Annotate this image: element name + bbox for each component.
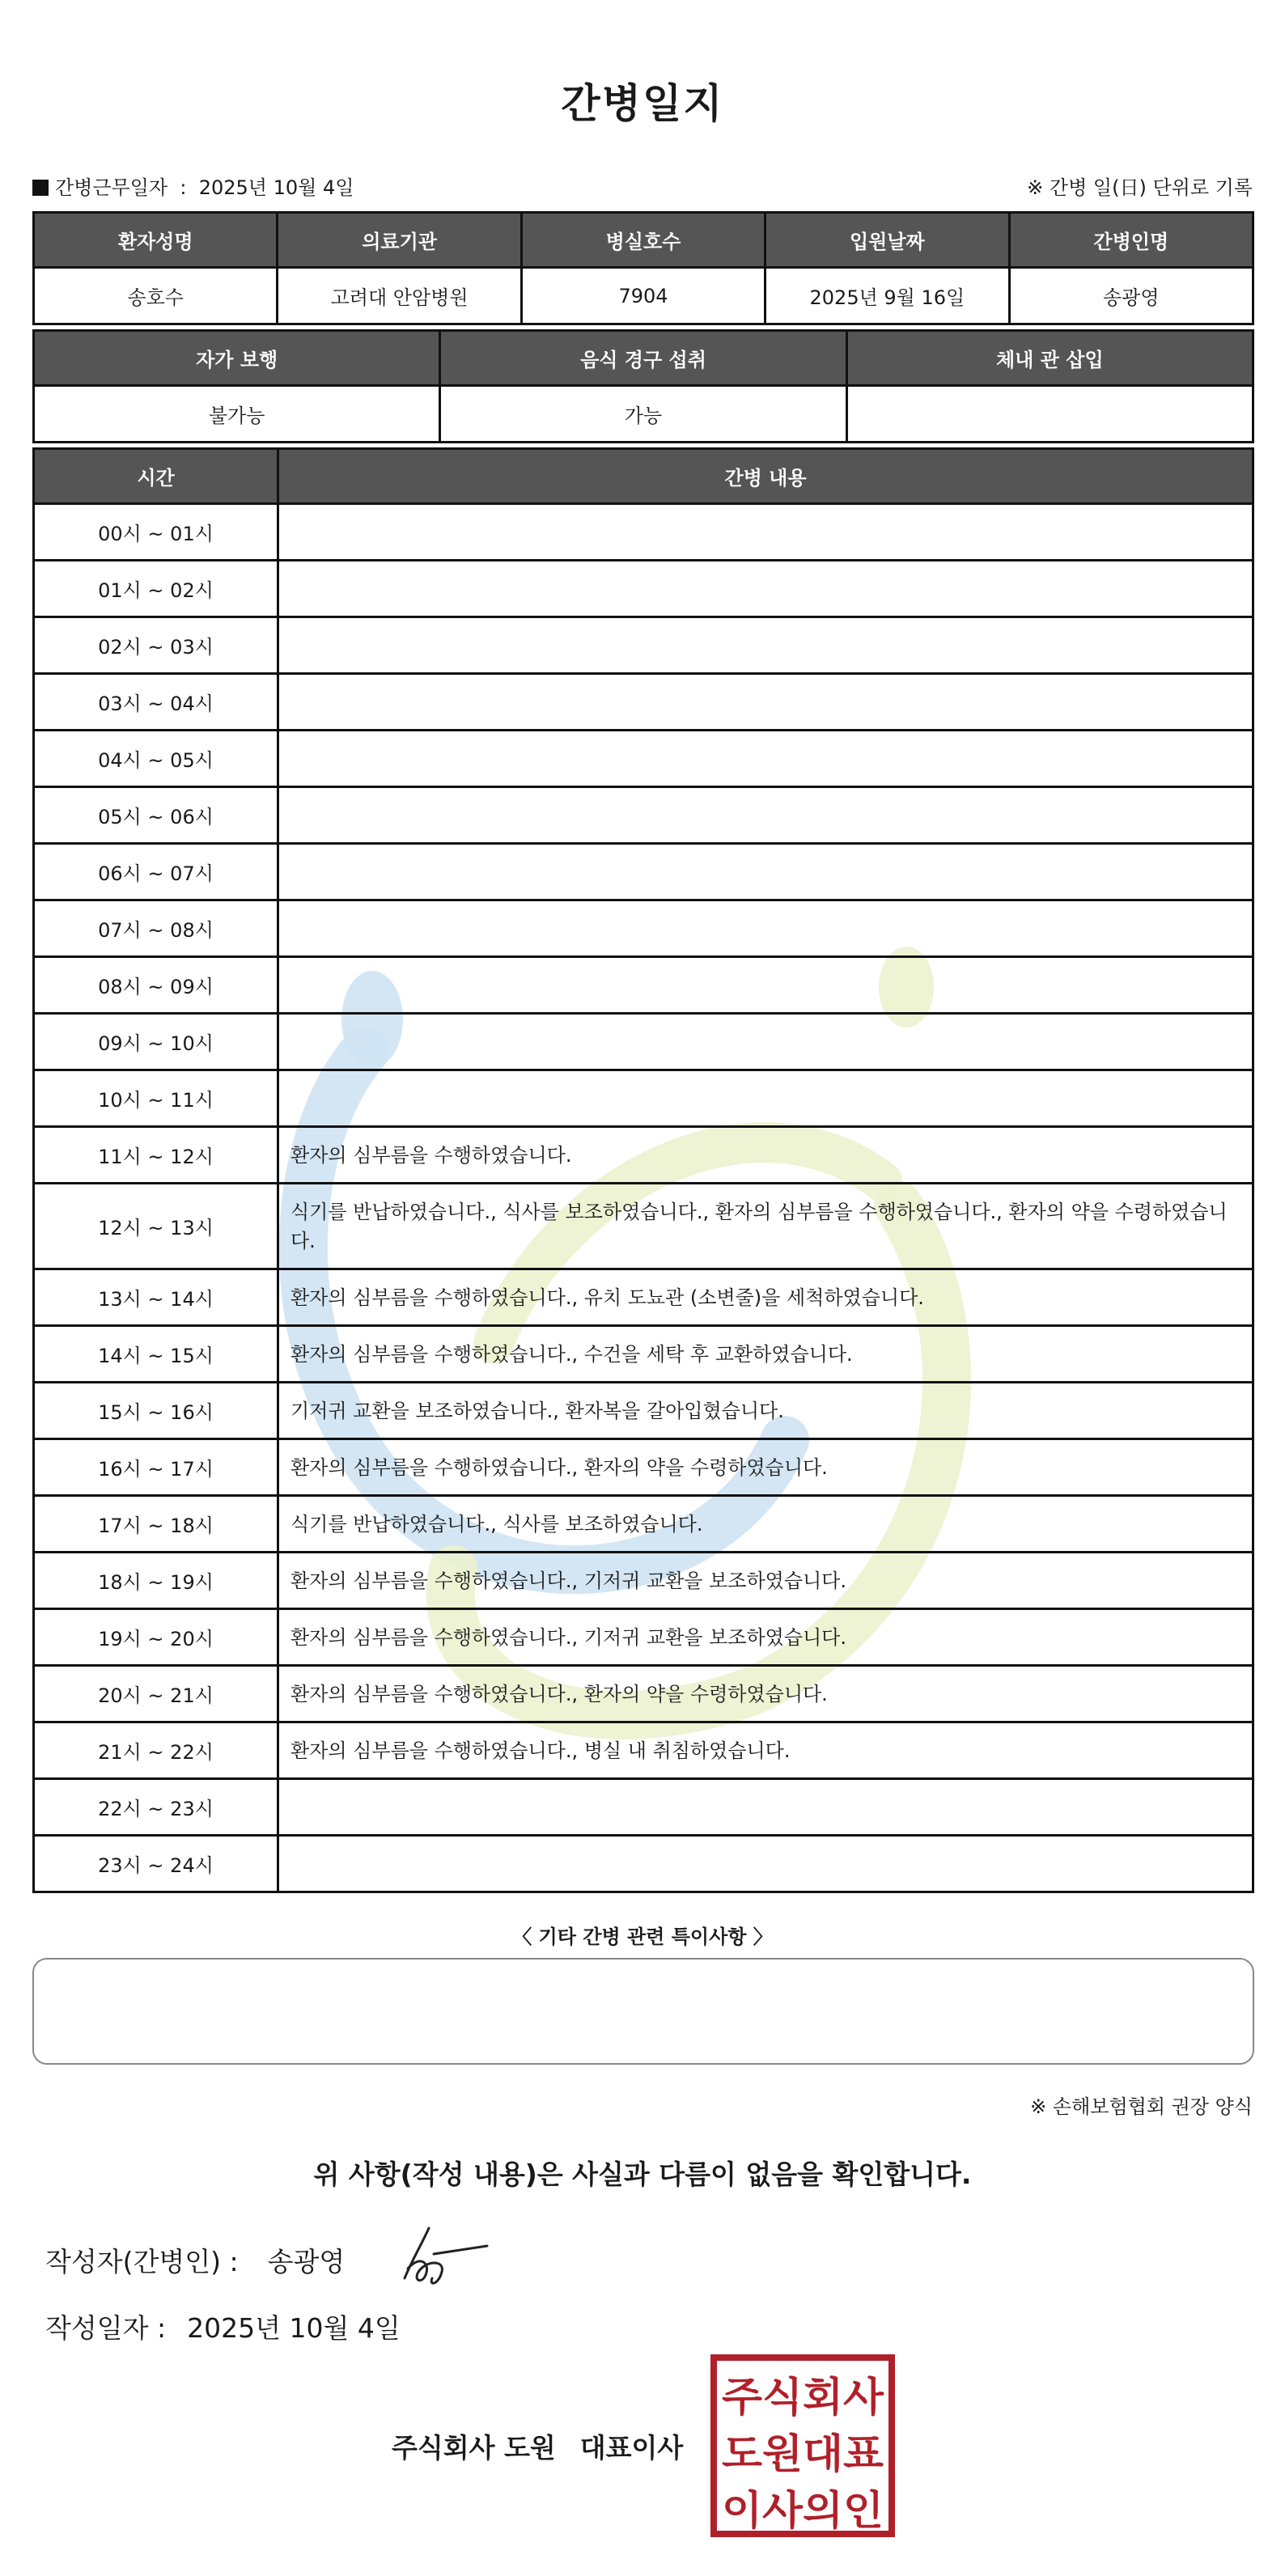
header-care-content: 간병 내용 xyxy=(278,449,1253,504)
log-row xyxy=(34,731,1253,787)
oral-intake-status: 가능 xyxy=(440,386,846,443)
log-content xyxy=(278,1779,1253,1836)
log-content: 환자의 심부름을 수행하였습니다., 병실 내 취침하였습니다. xyxy=(278,1722,1253,1779)
log-row xyxy=(34,1666,1253,1722)
log-time: 23시 ~ 24시 xyxy=(34,1836,278,1892)
log-time: 15시 ~ 16시 xyxy=(34,1383,278,1439)
patient-info-table xyxy=(32,211,1254,325)
room-number: 7904 xyxy=(521,268,765,324)
written-date-line xyxy=(45,2307,401,2345)
log-time: 09시 ~ 10시 xyxy=(34,1014,278,1070)
log-row xyxy=(34,1326,1253,1383)
log-content: 환자의 심부름을 수행하였습니다., 기저귀 교환을 보조하였습니다. xyxy=(278,1553,1253,1609)
log-time: 06시 ~ 07시 xyxy=(34,844,278,900)
written-date-value: 2025년 10월 4일 xyxy=(187,2312,401,2344)
log-row xyxy=(34,1070,1253,1127)
patient-status-table xyxy=(32,329,1254,443)
writer-name: 송광영 xyxy=(267,2246,346,2277)
log-time: 14시 ~ 15시 xyxy=(34,1326,278,1383)
log-row xyxy=(34,1383,1253,1439)
admission-date: 2025년 9월 16일 xyxy=(765,268,1009,324)
log-time: 22시 ~ 23시 xyxy=(34,1779,278,1836)
log-row xyxy=(34,1722,1253,1779)
log-content: 기저귀 교환을 보조하였습니다., 환자복을 갈아입혔습니다. xyxy=(278,1383,1253,1439)
log-row xyxy=(34,1014,1253,1070)
hospital-name: 고려대 안암병원 xyxy=(278,268,521,324)
log-time: 08시 ~ 09시 xyxy=(34,957,278,1014)
tube-insertion-status xyxy=(846,386,1253,443)
log-content: 환자의 심부름을 수행하였습니다., 기저귀 교환을 보조하였습니다. xyxy=(278,1609,1253,1666)
caregiver-name: 송광영 xyxy=(1009,268,1253,324)
walking-status: 불가능 xyxy=(34,386,440,443)
svg-text:이사의인: 이사의인 xyxy=(722,2487,884,2534)
header-caregiver-name: 간병인명 xyxy=(1009,213,1253,268)
work-date-line: 간병근무일자 : 2025년 10월 4일 xyxy=(32,172,354,200)
log-content: 환자의 심부름을 수행하였습니다., 환자의 약을 수령하였습니다. xyxy=(278,1666,1253,1722)
svg-text:주식회사: 주식회사 xyxy=(722,2374,884,2421)
log-row xyxy=(34,1269,1253,1326)
log-row xyxy=(34,674,1253,731)
header-admission-date: 입원날짜 xyxy=(765,213,1009,268)
log-content: 환자의 심부름을 수행하였습니다., 환자의 약을 수령하였습니다. xyxy=(278,1439,1253,1496)
log-time: 11시 ~ 12시 xyxy=(34,1127,278,1184)
writer-label: 작성자(간병인) : xyxy=(45,2246,239,2277)
log-content: 식기를 반납하였습니다., 식사를 보조하였습니다., 환자의 심부름을 수행하였습니다., 환자의 약을 수령하였습니다. xyxy=(278,1184,1253,1269)
log-time: 20시 ~ 21시 xyxy=(34,1666,278,1722)
care-log-table xyxy=(32,447,1254,1893)
log-time: 02시 ~ 03시 xyxy=(34,617,278,674)
work-date-value: 2025년 10월 4일 xyxy=(198,176,354,199)
log-content xyxy=(278,561,1253,617)
log-content xyxy=(278,504,1253,561)
log-content: 환자의 심부름을 수행하였습니다. xyxy=(278,1127,1253,1184)
log-content xyxy=(278,844,1253,900)
log-row xyxy=(34,1127,1253,1184)
writer-line xyxy=(45,2241,345,2279)
log-time: 00시 ~ 01시 xyxy=(34,504,278,561)
log-time: 18시 ~ 19시 xyxy=(34,1553,278,1609)
company-name: 주식회사 도원 xyxy=(392,2432,556,2464)
unit-note: ※ 간병 일(日) 단위로 기록 xyxy=(1027,176,1253,199)
written-date-label: 작성일자 : xyxy=(45,2312,167,2344)
page-title: 간병일지 xyxy=(561,80,724,127)
log-content xyxy=(278,1014,1253,1070)
log-row xyxy=(34,504,1253,561)
confirmation-statement: 위 사항(작성 내용)은 사실과 다름이 없음을 확인합니다. xyxy=(313,2159,972,2190)
log-content xyxy=(278,731,1253,787)
log-row xyxy=(34,1184,1253,1269)
header-time: 시간 xyxy=(34,449,278,504)
log-row xyxy=(34,844,1253,900)
log-content: 환자의 심부름을 수행하였습니다., 유치 도뇨관 (소변줄)을 세척하였습니다. xyxy=(278,1269,1253,1326)
special-notes-box xyxy=(32,1958,1254,2065)
log-time: 12시 ~ 13시 xyxy=(34,1184,278,1269)
log-row xyxy=(34,617,1253,674)
recommend-note: ※ 손해보험협회 권장 양식 xyxy=(1030,2095,1253,2118)
log-time: 17시 ~ 18시 xyxy=(34,1496,278,1553)
special-notes-title: 〈 기타 간병 관련 특이사항 〉 xyxy=(512,1926,773,1948)
log-row xyxy=(34,1609,1253,1666)
log-content xyxy=(278,617,1253,674)
header-walking: 자가 보행 xyxy=(34,331,440,386)
header-patient-name: 환자성명 xyxy=(34,213,278,268)
log-time: 07시 ~ 08시 xyxy=(34,900,278,957)
ceo-label: 대표이사 xyxy=(579,2432,684,2464)
log-row xyxy=(34,1779,1253,1836)
signature-icon xyxy=(397,2222,494,2294)
log-content xyxy=(278,957,1253,1014)
log-row xyxy=(34,1439,1253,1496)
log-time: 19시 ~ 20시 xyxy=(34,1609,278,1666)
log-time: 16시 ~ 17시 xyxy=(34,1439,278,1496)
log-time: 13시 ~ 14시 xyxy=(34,1269,278,1326)
log-time: 05시 ~ 06시 xyxy=(34,787,278,844)
work-date-label: 간병근무일자 xyxy=(55,176,168,199)
log-content xyxy=(278,674,1253,731)
log-row xyxy=(34,900,1253,957)
header-room: 병실호수 xyxy=(521,213,765,268)
log-content: 환자의 심부름을 수행하였습니다., 수건을 세탁 후 교환하였습니다. xyxy=(278,1326,1253,1383)
log-row xyxy=(34,957,1253,1014)
log-content xyxy=(278,1070,1253,1127)
log-content xyxy=(278,787,1253,844)
log-content xyxy=(278,1836,1253,1892)
company-seal-icon xyxy=(710,2354,895,2537)
log-row xyxy=(34,1496,1253,1553)
header-oral-intake: 음식 경구 섭취 xyxy=(440,331,846,386)
log-time: 04시 ~ 05시 xyxy=(34,731,278,787)
log-row xyxy=(34,561,1253,617)
header-hospital: 의료기관 xyxy=(278,213,521,268)
log-time: 10시 ~ 11시 xyxy=(34,1070,278,1127)
log-time: 01시 ~ 02시 xyxy=(34,561,278,617)
patient-name: 송호수 xyxy=(34,268,278,324)
svg-text:도원대표: 도원대표 xyxy=(722,2430,884,2477)
log-time: 03시 ~ 04시 xyxy=(34,674,278,731)
log-row xyxy=(34,1836,1253,1892)
header-tube-insertion: 체내 관 삽입 xyxy=(846,331,1253,386)
log-time: 21시 ~ 22시 xyxy=(34,1722,278,1779)
log-row xyxy=(34,787,1253,844)
log-content: 식기를 반납하였습니다., 식사를 보조하였습니다. xyxy=(278,1496,1253,1553)
log-row xyxy=(34,1553,1253,1609)
square-bullet-icon xyxy=(32,180,49,196)
company-line xyxy=(392,2427,683,2465)
log-content xyxy=(278,900,1253,957)
